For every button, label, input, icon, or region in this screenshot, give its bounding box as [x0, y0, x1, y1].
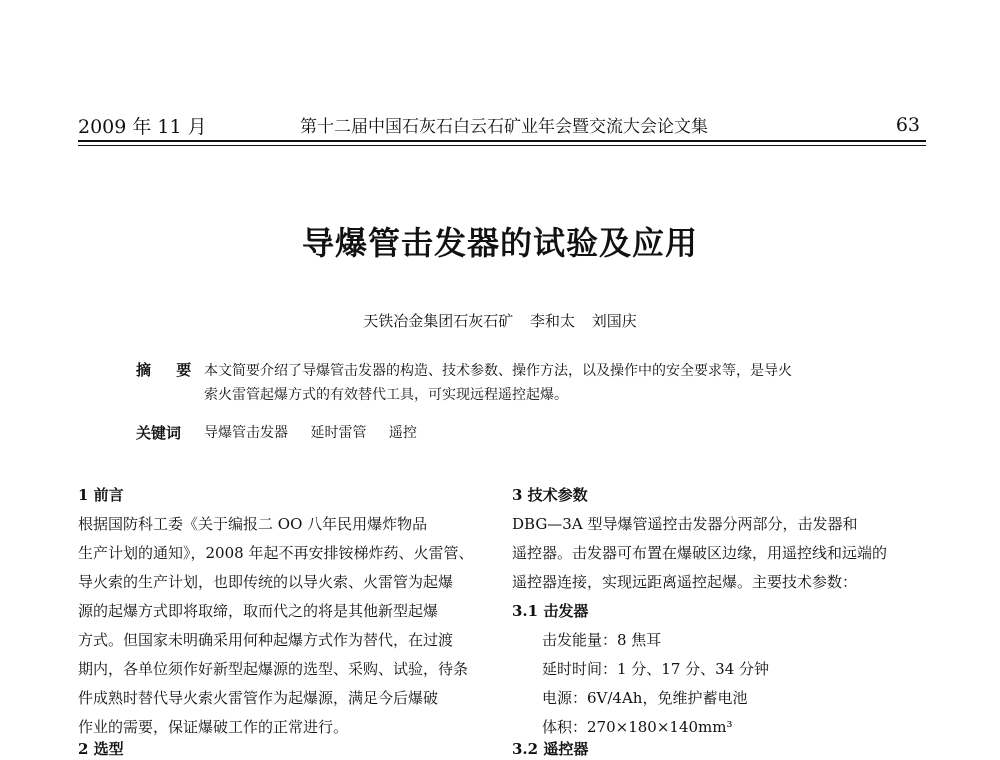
- keyword: 导爆管击发器: [204, 425, 288, 441]
- right-column: [512, 480, 922, 742]
- abstract-line: 本文简要介绍了导爆管击发器的构造、技术参数、操作方法，以及操作中的安全要求等，是导火: [204, 363, 792, 379]
- header-rule-thin: [78, 145, 926, 146]
- spec-item: 体积：270×180×140mm³: [542, 718, 733, 736]
- header-date: 2009 年 11 月: [78, 116, 207, 138]
- spec-item: 击发能量：8 焦耳: [542, 631, 662, 649]
- paragraph-line: 导火索的生产计划，也即传统的以导火索、火雷管为起爆: [78, 573, 454, 591]
- keywords-label: 关键词: [136, 424, 182, 442]
- paragraph-line: 方式。但国家未明确采用何种起爆方式作为替代，在过渡: [78, 631, 454, 649]
- paragraph-line: 遥控器。击发器可布置在爆破区边缘，用遥控线和远端的: [512, 544, 888, 562]
- header-journal-title: 第十二届中国石灰石白云石矿业年会暨交流大会论文集: [300, 117, 708, 137]
- subsection-heading-remote: 3.2 遥控器: [512, 740, 589, 758]
- paragraph-line: 遥控器连接，实现远距离遥控起爆。主要技术参数：: [512, 573, 858, 591]
- abstract-line: 索火雷管起爆方式的有效替代工具，可实现远程遥控起爆。: [204, 387, 568, 403]
- introduction-paragraph: [78, 510, 488, 742]
- page-number: 63: [895, 114, 920, 136]
- keyword: 遥控: [388, 425, 417, 441]
- section-heading-selection: 2 选型: [78, 740, 124, 758]
- paragraph-line: DBG—3A 型导爆管遥控击发器分两部分，击发器和: [512, 515, 858, 533]
- keyword: 延时雷管: [310, 425, 367, 441]
- spec-item: 电源：6V/4Ah，免维护蓄电池: [542, 689, 748, 707]
- spec-item: 延时时间：1 分、17 分、34 分钟: [542, 660, 770, 678]
- paragraph-line: 源的起爆方式即将取缔，取而代之的将是其他新型起爆: [78, 602, 439, 620]
- paragraph-line: 生产计划的通知》，2008 年起不再安排铵梯炸药、火雷管、: [78, 544, 474, 562]
- parameters-paragraph: [512, 510, 922, 597]
- keywords-list: [204, 422, 435, 442]
- author-name: 李和太: [529, 312, 575, 330]
- subsection-heading-detonator: 3.1 击发器: [512, 602, 589, 620]
- header-rule-thick: [78, 140, 926, 142]
- paragraph-line: 根据国防科工委《关于编报二 OO 八年民用爆炸物品: [78, 515, 428, 533]
- left-column: [78, 480, 488, 742]
- paragraph-line: 作业的需要，保证爆破工作的正常进行。: [78, 718, 349, 736]
- paper-title: 导爆管击发器的试验及应用: [301, 224, 698, 262]
- author-name: 刘国庆: [591, 312, 637, 330]
- abstract-text: [204, 359, 904, 407]
- section-heading-introduction: 1 前言: [78, 486, 124, 504]
- abstract-label: 摘 要: [136, 361, 202, 379]
- paragraph-line: 件成熟时替代导火索火雷管作为起爆源，满足今后爆破: [78, 689, 439, 707]
- section-heading-parameters: 3 技术参数: [512, 486, 588, 504]
- author-affiliation: 天铁冶金集团石灰石矿: [363, 312, 514, 330]
- paragraph-line: 期内，各单位须作好新型起爆源的选型、采购、试验，待条: [78, 660, 469, 678]
- page-header: [78, 112, 926, 142]
- author-line: [0, 310, 1000, 331]
